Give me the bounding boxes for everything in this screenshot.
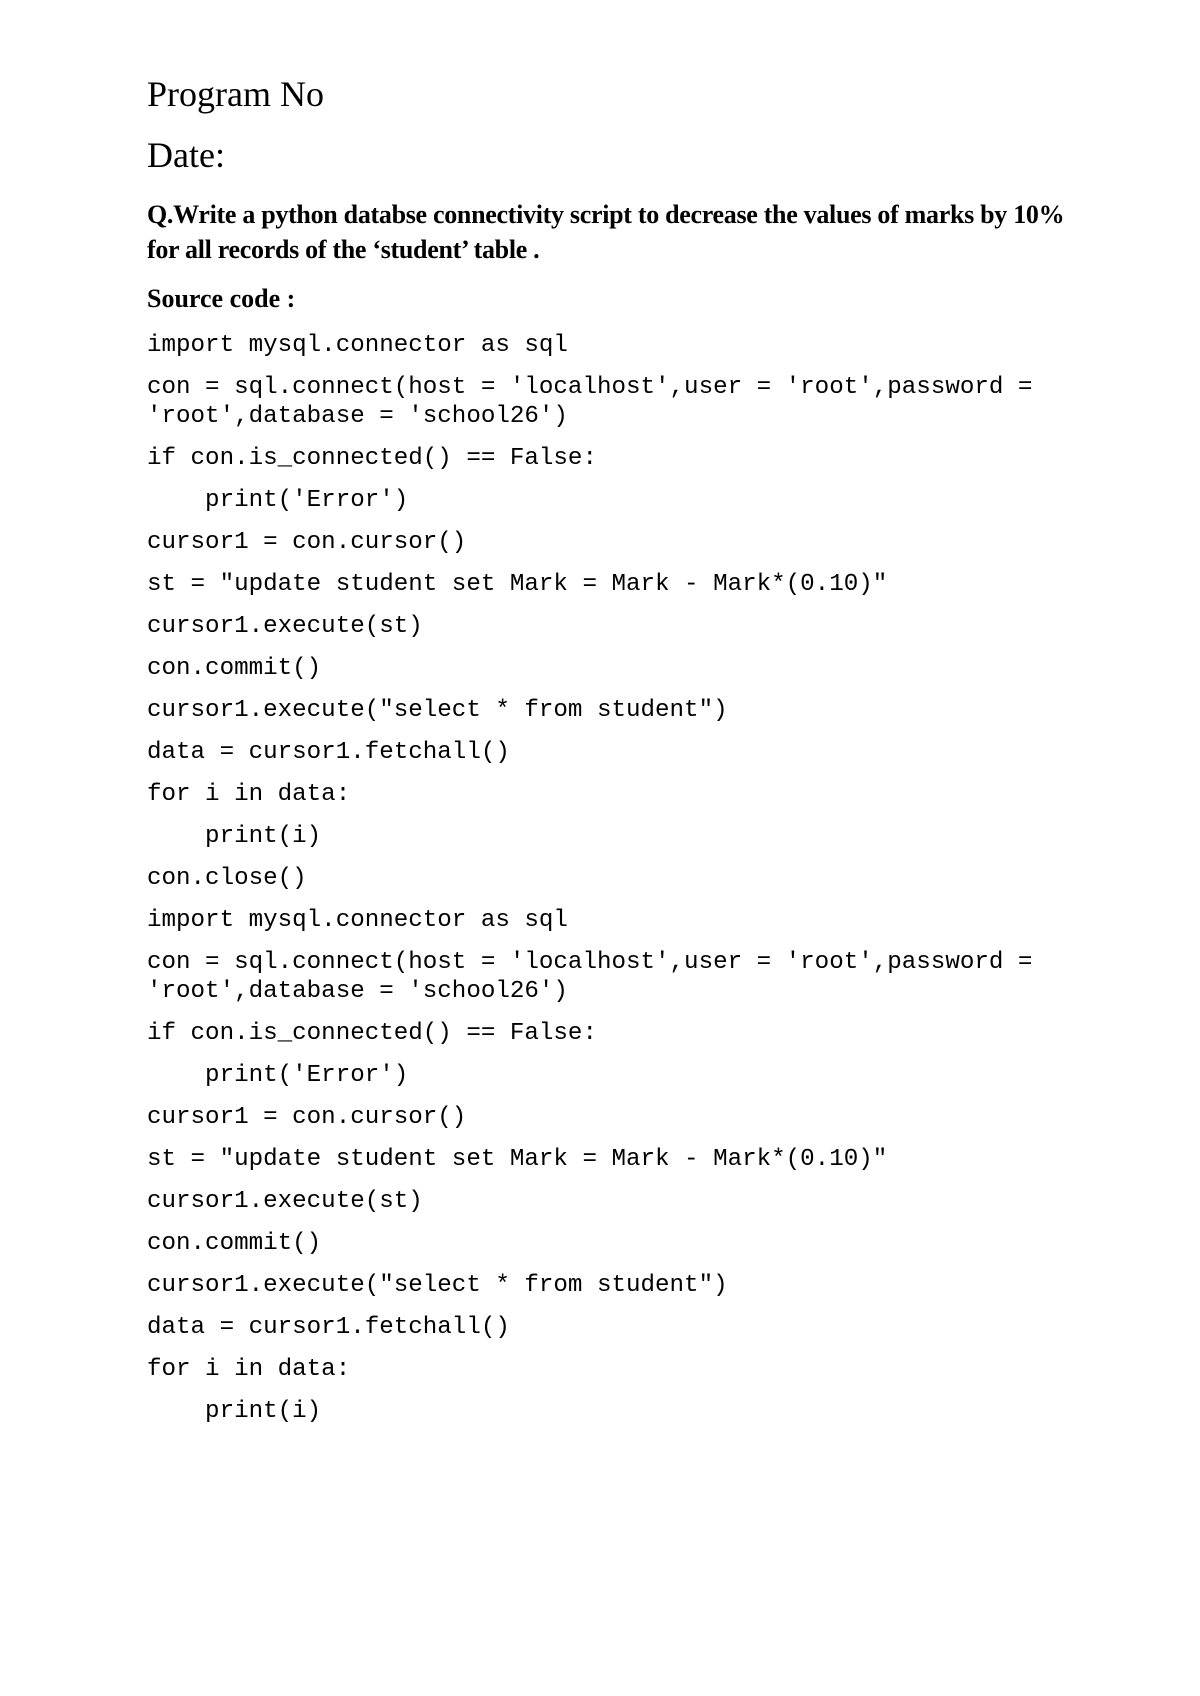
code-line: st = "update student set Mark = Mark - Mark*(0.10)" (147, 571, 888, 598)
code-block (147, 331, 1087, 1426)
code-line: cursor1.execute("select * from student") (147, 697, 728, 724)
code-line: cursor1 = con.cursor() (147, 529, 467, 556)
code-line: print(i) (147, 1398, 322, 1425)
code-line: st = "update student set Mark = Mark - Mark*(0.10)" (147, 1146, 888, 1173)
code-line: print(i) (147, 823, 322, 850)
code-line: print('Error') (147, 487, 409, 514)
code-line: import mysql.connector as sql (147, 907, 568, 934)
code-line: con = sql.connect(host = 'localhost',user = 'root',password = 'root',database = 'school26') (147, 374, 1033, 430)
program-no-heading: Program No (147, 74, 324, 114)
source-code-label: Source code : (147, 284, 296, 313)
code-line: cursor1.execute(st) (147, 1188, 423, 1215)
code-line: con = sql.connect(host = 'localhost',user = 'root',password = 'root',database = 'school26') (147, 949, 1033, 1005)
code-line: import mysql.connector as sql (147, 332, 568, 359)
code-line: cursor1 = con.cursor() (147, 1104, 467, 1131)
code-line: for i in data: (147, 1356, 351, 1383)
code-line: cursor1.execute("select * from student") (147, 1272, 728, 1299)
document-page (147, 68, 1087, 1426)
code-line: con.commit() (147, 1230, 322, 1257)
code-line: con.close() (147, 865, 307, 892)
code-line: data = cursor1.fetchall() (147, 1314, 510, 1341)
code-line: con.commit() (147, 655, 322, 682)
code-line: if con.is_connected() == False: (147, 445, 597, 472)
code-line: print('Error') (147, 1062, 409, 1089)
code-line: cursor1.execute(st) (147, 613, 423, 640)
code-line: if con.is_connected() == False: (147, 1020, 597, 1047)
code-line: data = cursor1.fetchall() (147, 739, 510, 766)
date-heading: Date: (147, 135, 225, 175)
code-line: for i in data: (147, 781, 351, 808)
question-text: Q.Write a python databse connectivity script to decrease the values of marks by 10% for all records of the ‘student’ table . (147, 200, 1065, 264)
